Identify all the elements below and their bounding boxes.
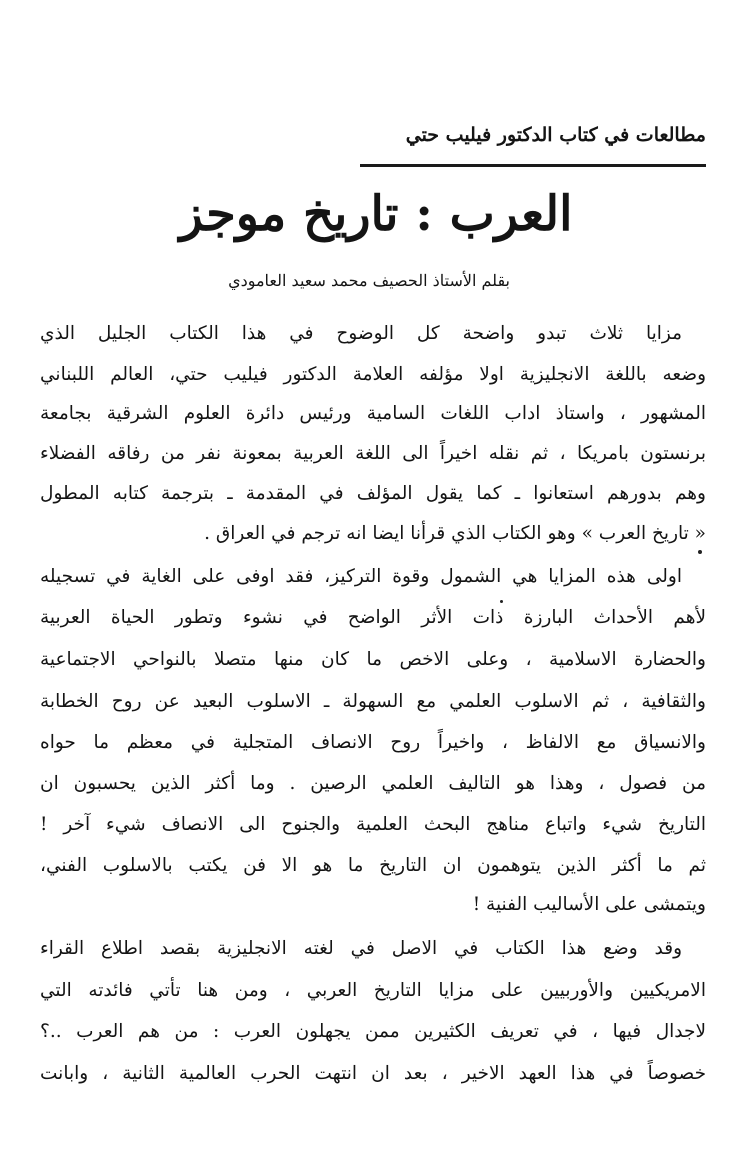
paragraph-3-line-2: الامريكيين والأوربيين على مزايا التاريخ العربي ، ومن هنا تأتي فائدته التي [40,980,706,1001]
article-title: العرب : تاريخ موجز [179,186,573,242]
paragraph-3-line-3: لاجدال فيها ، في تعريف الكثيرين ممن يجهلون العرب : من هم العرب ..؟ [40,1021,706,1042]
author-byline: بقلم الأستاذ الحصيف محمد سعيد العامودي [228,271,510,290]
paragraph-2-line-7: التاريخ شيء واتباع مناهج البحث العلمية والجنوح الى الانصاف شيء آخر ! [40,814,706,835]
paragraph-3-line-1: وقد وضع هذا الكتاب في الاصل في لغته الانجليزية بقصد اطلاع القراء [40,938,682,959]
paragraph-1-line-4: برنستون بامريكا ، ثم نقله اخيراً الى اللغة العربية بمعونة نفر من رفاقه الفضلاء [40,443,706,464]
paragraph-1-line-6: « تاريخ العرب » وهو الكتاب الذي قرأنا ايضا انه ترجم في العراق . [204,523,706,544]
paragraph-2-line-2: لأهم الأحداث البارزة ذات الأثر الواضح في نشوء وتطور الحياة العربية [40,607,706,628]
paragraph-2-line-8: ثم ما أكثر الذين يتوهمون ان التاريخ ما هو الا فن يكتب بالاسلوب الفني، [40,855,706,876]
paragraph-2-line-4: والثقافية ، ثم الاسلوب العلمي مع السهولة ـ الاسلوب البعيد عن روح الخطابة [40,691,706,712]
paragraph-1-line-3: المشهور ، واستاذ اداب اللغات السامية ورئيس دائرة العلوم الشرقية بجامعة [40,403,706,424]
paragraph-1-line-2: وضعه باللغة الانجليزية اولا مؤلفه العلامة الدكتور فيليب حتي، العالم اللبناني [40,364,706,385]
running-head: مطالعات في كتاب الدكتور فيليب حتي [405,124,706,146]
paragraph-1-line-1: مزايا ثلاث تبدو واضحة كل الوضوح في هذا الكتاب الجليل الذي [40,323,682,344]
paragraph-2-line-5: والانسياق مع الالفاظ ، واخيراً روح الانصاف المتجلية في معظم ما حواه [40,732,706,753]
paragraph-2-line-6: من فصول ، وهذا هو التاليف العلمي الرصين . وما أكثر الذين يحسبون ان [40,773,706,794]
paragraph-2-line-3: والحضارة الاسلامية ، وعلى الاخص ما كان منها متصلا بالنواحي الاجتماعية [40,649,706,670]
paragraph-2-line-9: ويتمشى على الأساليب الفنية ! [472,894,706,915]
ink-speck [500,600,503,603]
header-rule [360,164,706,167]
paragraph-1-line-5: وهم بدورهم استعانوا ـ كما يقول المؤلف في المقدمة ـ بترجمة كتابه المطول [40,483,706,504]
ink-speck [698,550,702,554]
paragraph-3-line-4: خصوصاً في هذا العهد الاخير ، بعد ان انتهت الحرب العالمية الثانية ، وابانت [40,1063,706,1084]
paragraph-2-line-1: اولى هذه المزايا هي الشمول وقوة التركيز، فقد اوفى على الغاية في تسجيله [40,566,682,587]
